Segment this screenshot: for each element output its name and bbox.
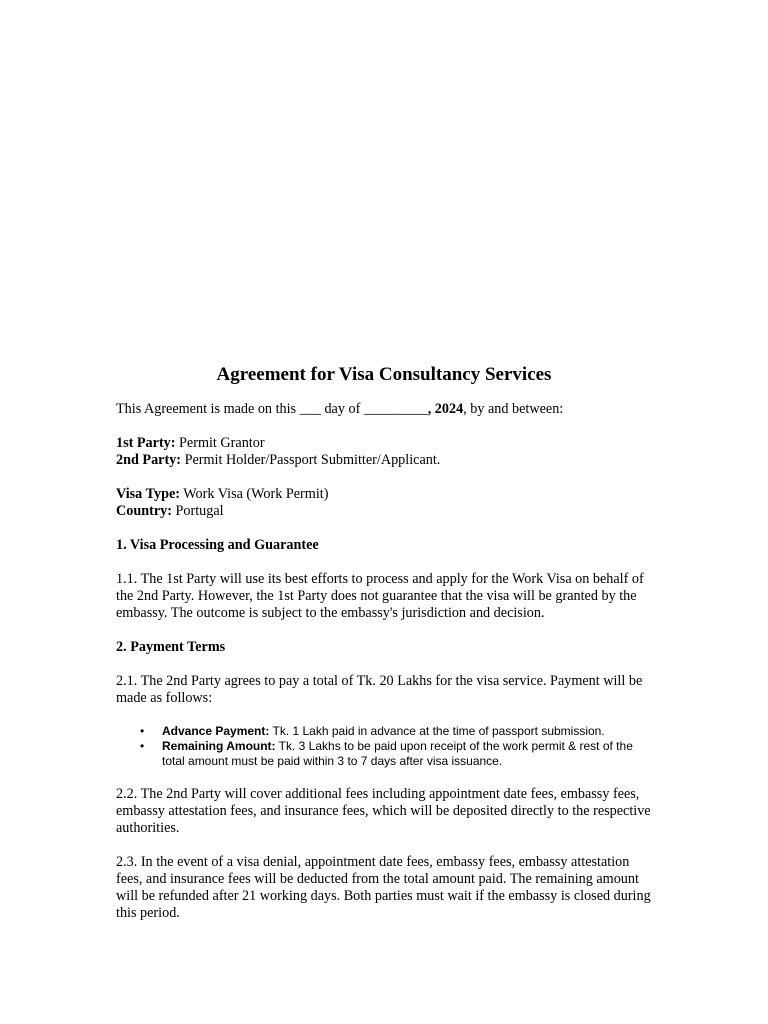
clause-2-3: 2.3. In the event of a visa denial, appointment date fees, embassy fees, embassy attestation fees, and insurance fees will be deducted from the total amount paid. The remaining amount will be refunded after 21 working days. Both parties must wait if the embassy is closed during this period. (116, 854, 651, 921)
second-party-label: 2nd Party: (116, 452, 182, 468)
clause-1-1: 1.1. The 1st Party will use its best efforts to process and apply for the Work Visa on behalf of the 2nd Party. However, the 1st Party does not guarantee that the visa will be granted by the embassy. The outcome is subject to the embassy's jurisdiction and decision. (116, 571, 644, 621)
list-item (140, 724, 652, 739)
document-page (116, 364, 652, 922)
visa-type (116, 486, 652, 503)
section-1-heading: 1. Visa Processing and Guarantee (116, 537, 319, 553)
list-item (140, 739, 652, 769)
visa-type-label: Visa Type: (116, 486, 180, 502)
intro-prefix: This Agreement is made on this ___ day of _________ (116, 401, 428, 417)
second-party-value: Permit Holder/Passport Submitter/Applicant. (181, 452, 441, 468)
section-2-heading: 2. Payment Terms (116, 639, 226, 655)
document-title: Agreement for Visa Consultancy Services (216, 364, 552, 385)
bullet-icon: • (140, 739, 145, 753)
second-party (116, 452, 652, 469)
bullet-icon: • (140, 724, 145, 738)
visa-type-value: Work Visa (Work Permit) (179, 486, 329, 502)
advance-payment-text: Tk. 1 Lakh paid in advance at the time of passport submission. (269, 724, 605, 738)
first-party-label: 1st Party: (116, 435, 176, 451)
intro-suffix: , by and between: (463, 401, 564, 417)
country-value: Portugal (171, 503, 224, 519)
country-label: Country: (116, 503, 172, 519)
country (116, 503, 652, 520)
clause-2-2: 2.2. The 2nd Party will cover additional fees including appointment date fees, embassy fees, embassy attestation fees, and insurance fees, which will be deposited directly to the respective authorities. (116, 786, 651, 836)
agreement-intro (116, 401, 652, 418)
remaining-amount-label: Remaining Amount: (162, 739, 276, 753)
intro-year: , 2024 (427, 401, 464, 417)
first-party-value: Permit Grantor (175, 435, 265, 451)
payment-list (116, 724, 652, 769)
advance-payment-label: Advance Payment: (162, 724, 270, 738)
first-party (116, 435, 652, 452)
remaining-amount-text: Tk. 3 Lakhs to be paid upon receipt of the work permit & rest of the total amount must be paid within 3 to 7 days after visa issuance. (162, 739, 633, 768)
clause-2-1: 2.1. The 2nd Party agrees to pay a total of Tk. 20 Lakhs for the visa service. Payment will be made as follows: (116, 673, 643, 706)
